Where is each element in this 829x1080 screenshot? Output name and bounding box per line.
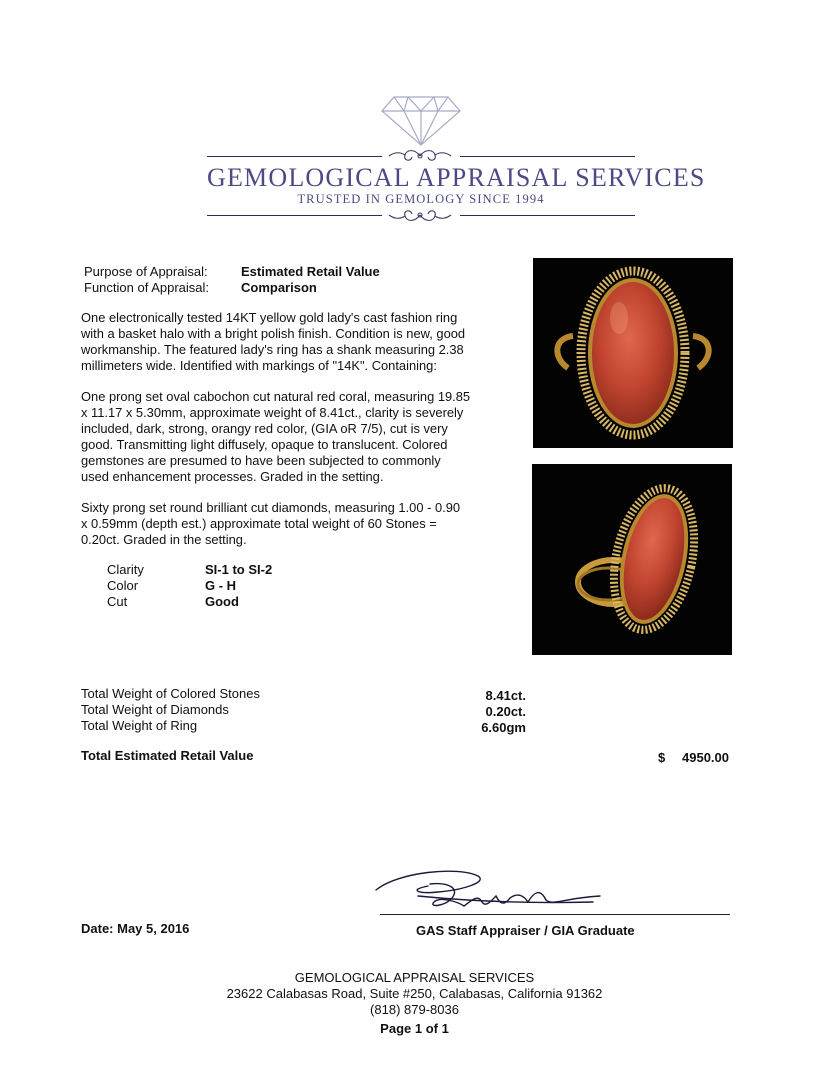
total-colored-stones-value: 8.41ct. (485, 688, 526, 703)
total-diamonds-label: Total Weight of Diamonds (81, 702, 229, 717)
retail-value-label: Total Estimated Retail Value (81, 748, 254, 763)
signature-line (380, 914, 730, 915)
clarity-value: SI-1 to SI-2 (205, 562, 273, 577)
top-rule-right (460, 156, 635, 157)
company-tagline: TRUSTED IN GEMOLOGY SINCE 1994 (297, 192, 545, 206)
page-number: Page 1 of 1 (380, 1021, 449, 1036)
retail-currency: $ (658, 750, 666, 765)
footer-address: 23622 Calabasas Road, Suite #250, Calabasas, California 91362 (226, 986, 603, 1001)
bottom-scroll-ornament-icon (385, 206, 455, 224)
top-rule-left (207, 156, 382, 157)
coral-ring-side-image (532, 464, 732, 655)
gemstone-line: gemstones are presumed to have been subjected to commonly (81, 453, 441, 468)
appraisal-date: Date: May 5, 2016 (81, 921, 190, 936)
gemstone-line: x 11.17 x 5.30mm, approximate weight of 8.41ct., clarity is severely (81, 405, 464, 420)
coral-ring-top-image (533, 258, 733, 448)
bottom-rule-left (207, 215, 382, 216)
cut-value: Good (205, 594, 239, 609)
description-line: workmanship. The featured lady's ring has a shank measuring 2.38 (81, 342, 464, 357)
appraiser-signature-icon (368, 862, 608, 922)
diamonds-description (81, 500, 501, 548)
description-line: millimeters wide. Identified with markings of "14K". Containing: (81, 358, 437, 373)
purpose-label: Purpose of Appraisal: (84, 264, 208, 279)
total-diamonds-value: 0.20ct. (485, 704, 526, 719)
function-label: Function of Appraisal: (84, 280, 210, 295)
bottom-rule-right (460, 215, 635, 216)
gemstone-line: included, dark, strong, orangy red color, (GIA oR 7/5), cut is very (81, 421, 448, 436)
total-ring-weight-value: 6.60gm (481, 720, 526, 735)
description-line: with a basket halo with a bright polish finish. Condition is new, good (81, 326, 466, 341)
gemstone-line: One prong set oval cabochon cut natural red coral, measuring 19.85 (81, 389, 471, 404)
gemstone-line: good. Transmitting light diffusely, opaque to translucent. Colored (81, 437, 448, 452)
gemstone-description (81, 389, 501, 485)
diamond-logo-icon (380, 95, 462, 147)
description-line: One electronically tested 14KT yellow gold lady's cast fashion ring (81, 310, 458, 325)
color-label: Color (107, 578, 139, 593)
diamonds-line: x 0.59mm (depth est.) approximate total weight of 60 Stones = (81, 516, 437, 531)
retail-amount: 4950.00 (682, 750, 729, 765)
appraiser-title: GAS Staff Appraiser / GIA Graduate (416, 923, 635, 938)
total-colored-stones-label: Total Weight of Colored Stones (81, 686, 260, 701)
company-name-header: GEMOLOGICAL APPRAISAL SERVICES (207, 163, 706, 192)
cut-label: Cut (107, 594, 128, 609)
purpose-value: Estimated Retail Value (241, 264, 380, 279)
ring-photo-top-view (533, 258, 733, 448)
diamonds-line: Sixty prong set round brilliant cut diamonds, measuring 1.00 - 0.90 (81, 500, 461, 515)
footer-phone: (818) 879-8036 (370, 1002, 459, 1017)
gemstone-line: used enhancement processes. Graded in the setting. (81, 469, 384, 484)
diamonds-line: 0.20ct. Graded in the setting. (81, 532, 247, 547)
footer-company: GEMOLOGICAL APPRAISAL SERVICES (294, 970, 535, 985)
clarity-label: Clarity (107, 562, 144, 577)
function-value: Comparison (241, 280, 317, 295)
ring-photo-side-view (532, 464, 732, 655)
total-ring-weight-label: Total Weight of Ring (81, 718, 198, 733)
color-value: G - H (205, 578, 237, 593)
ring-description (81, 310, 501, 374)
